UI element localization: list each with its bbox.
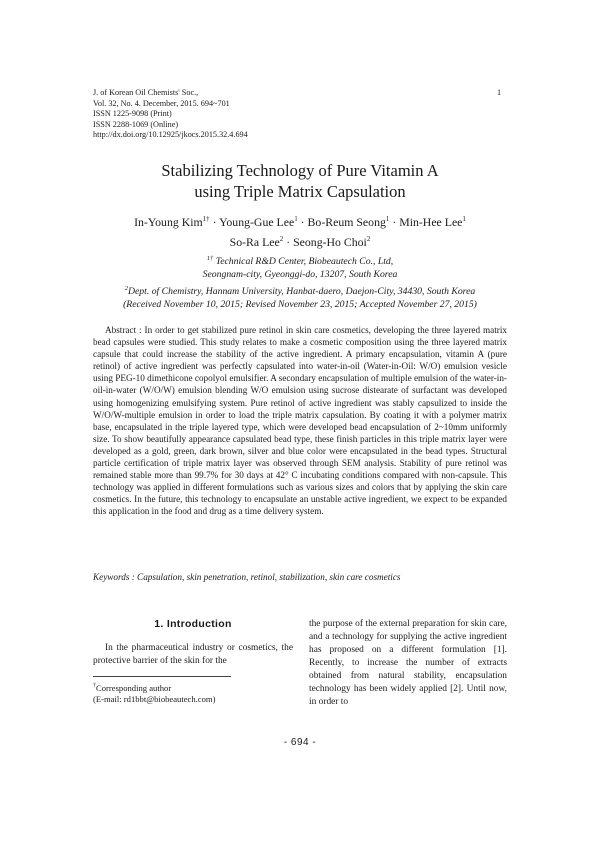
affiliation-2-text: Dept. of Chemistry, Hannam University, Hanbat-daero, Daejon-City, 34430, South Korea [128,285,476,297]
author-name: Min-Hee Lee [399,214,463,229]
issn-online: ISSN 2288-1069 (Online) [93,119,179,129]
author-name: Bo-Reum Seong [307,214,386,229]
keywords: Keywords : Capsulation, skin penetration, retinol, stabilization, skin care cosmetics [93,572,401,582]
doi-link[interactable]: http://dx.doi.org/10.12925/jkocs.2015.32.4.694 [93,130,248,140]
journal-volume: Vol. 32, No. 4. December, 2015. 694~701 [93,98,230,108]
author-separator: · [209,214,220,229]
affiliation-mark: 2 [124,284,129,292]
footnote [93,681,215,706]
page-number: 1 [497,88,502,97]
affiliation-1-text: Technical R&D Center, Biobeautech Co., Ltd, [215,256,394,268]
abstract-separator: : [136,325,145,335]
author-separator: · [297,214,308,229]
author-separator: · [283,234,294,249]
footnote-divider [93,676,231,677]
affiliation-mark: 1† [206,255,214,262]
footer-page-number: - 694 - [283,737,317,748]
author-affiliation-mark: 1 [462,215,466,223]
paper-title [60,160,540,202]
footnote-text: Corresponding author [96,682,172,693]
author-list [60,211,540,251]
title-line-2: using Triple Matrix Capsulation [194,182,406,201]
author-affiliation-mark: 1† [202,215,210,223]
intro-paragraph-left: In the pharmaceutical industry or cosmetics, the protective barrier of the skin for the [93,643,293,666]
author-separator: · [389,214,400,229]
issn-print: ISSN 1225-9098 (Print) [93,109,172,119]
affiliation-1-line-1 [60,252,540,268]
author-name: In-Young Kim [134,214,203,229]
abstract-text: In order to get stabilized pure retinol in skin care cosmetics, developing the three layered matrix bead capsules were studied. This study relates to make a cosmetic composition using the three layered matrix capsule that could increase the stability of the active ingredient. A primary encapsulation, vitamin A (pure retinol) of active ingredient was perfectly capsulated into water-in-oil (Water-in-Oil: W/O) emulsion vesicle using PEG-10 dimethicone copolyol emulsifier. A secondary encapsulation of multiple emulsion of the water-in-oil-in-water (W/O/W) emulsion blending W/O emulsion using sucrose distearate of surfactant was developed using homogenizing emulsifying system. Pure retinol of active ingredient was stably capsulized to inside the W/O/W-multiple emulsion in order to load the triple matrix capsulation. By coating it with a polymer matrix base, encapsulated in the triple layered type, which were developed bead encapsulation of 2~10mm uniformly size. To show beautifully appearance capsulated bead type, these finish particles in this triple matrix layer were developed as a gold, green, dark brown, silver and blue color were encapsulated in the bead types. Structural particle certification of triple matrix layer was observed through SEM analysis. Stability of pure retinol was remained stable more than 99.7% for 30 days at 42° C incubating conditions compared with non-capsule. This technology was applied in different formulations such as various sizes and colors that by applying the skin care cosmetics. In the future, this technology to encapsulate an unstable active ingredient, we expect to be expanded this application in the food and drug as a time delivery system. [93,325,507,517]
journal-name: J. of Korean Oil Chemists' Soc., [93,88,199,97]
affiliation-2 [60,282,540,298]
affiliations [60,252,540,311]
author-line-2 [60,231,540,251]
footnote-email: (E-mail: rd1bbt@biobeautech.com) [93,694,216,705]
footnote-line-1 [93,681,215,694]
author-name: Seong-Ho Choi [293,234,367,249]
author-affiliation-mark: 1 [294,215,298,223]
author-affiliation-mark: 2 [366,234,371,243]
author-affiliation-mark: 2 [279,234,284,243]
left-column [93,618,293,668]
journal-info [93,88,248,141]
author-line-1 [60,211,540,231]
author-name: Young-Gue Lee [219,214,295,229]
abstract [93,324,507,518]
author-affiliation-mark: 1 [385,215,390,223]
intro-paragraph-right: the purpose of the external preparation for skin care, and a technology for supplying the active ingredient has proposed on a different formulation [1]. Recently, to increase the number of extracts obtained from natural stability, encapsulation technology has been widely applied [2]. Until now, in order to [309,619,507,707]
author-name: So-Ra Lee [229,234,280,249]
abstract-label: Abstract [105,325,137,335]
title-line-1: Stabilizing Technology of Pure Vitamin A [161,161,439,180]
affiliation-1-line-2: Seongnam-city, Gyeonggi-do, 13207, South Korea [202,269,398,281]
section-heading-introduction: 1. Introduction [154,618,232,630]
received-dates: (Received November 10, 2015; Revised November 23, 2015; Accepted November 27, 2015) [123,299,477,311]
footnote-mark: † [93,683,96,689]
